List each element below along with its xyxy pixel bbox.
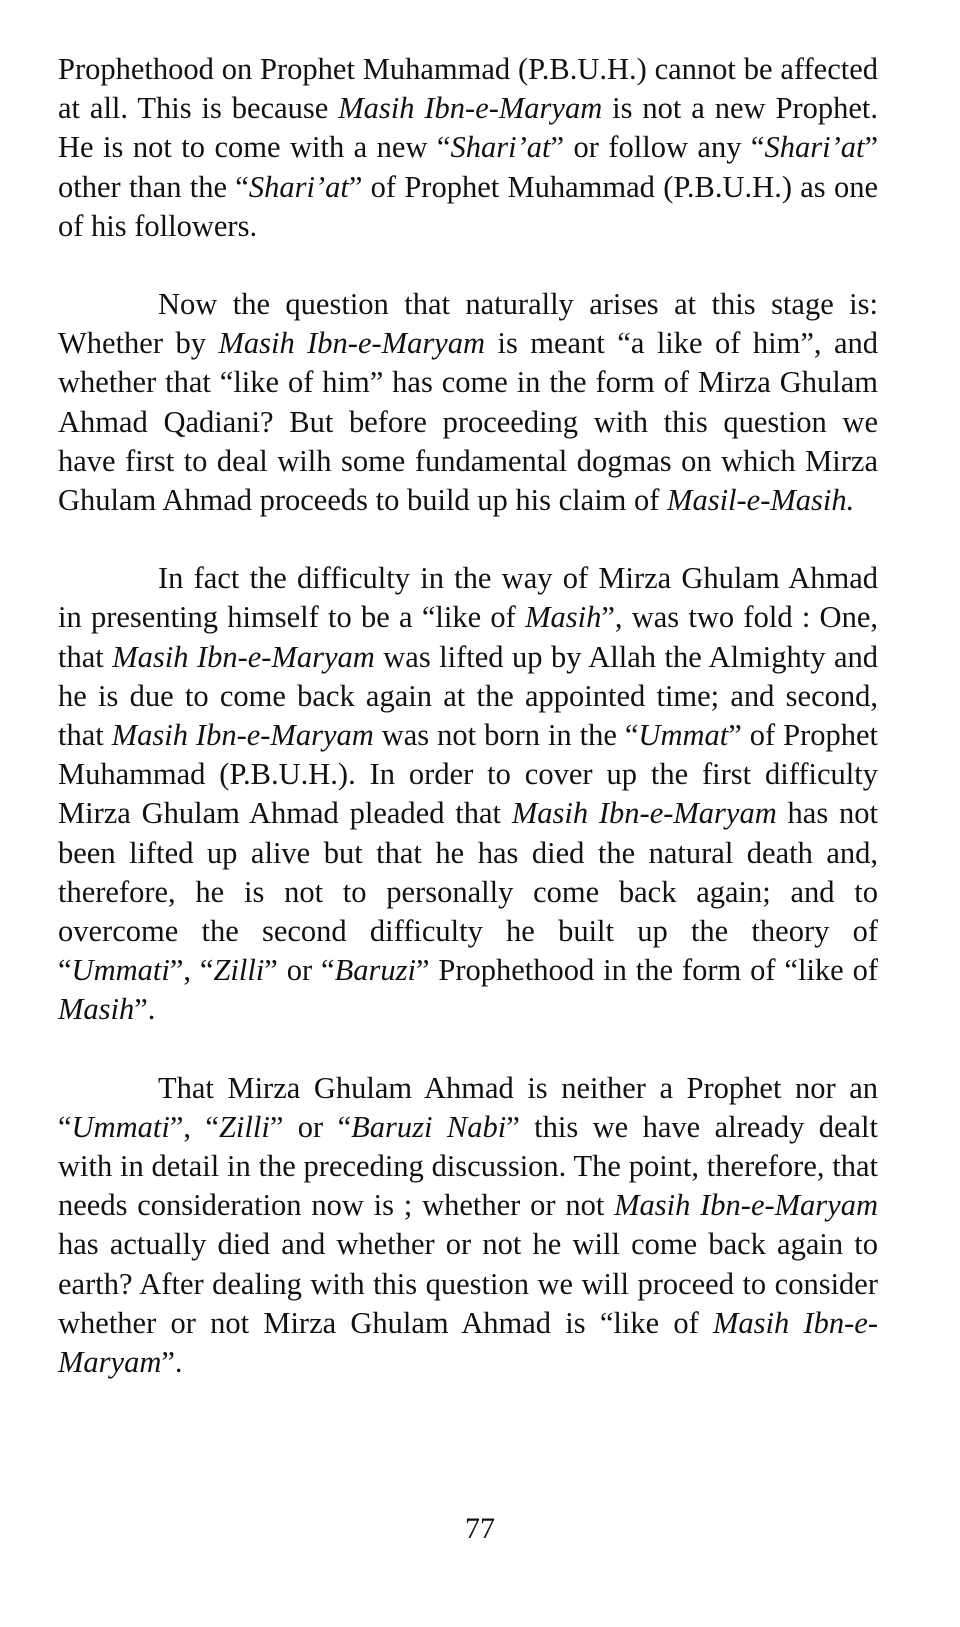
page-number: 77 [465,1512,495,1545]
text-run: ”. [161,1345,183,1380]
italic-term: Shari’at [764,130,865,165]
text-run: That Mirza Ghulam Ahmad is neither a Prophet nor an “ [58,1070,878,1144]
paragraph-4 [58,1069,878,1383]
text-run: ”. [134,992,156,1027]
text-run: ”, “ [169,953,214,988]
italic-term: Masih Ibn-e-Maryam [58,1305,878,1380]
paragraph-1 [58,50,878,246]
italic-term: Masih Ibn-e-Maryam [511,796,777,831]
text-run: ” Prophethood in the form of “like of [415,953,879,988]
text-run: was lifted up by Allah the Almighty and he is due to come back again at the appointed time; and second, that [58,639,878,753]
italic-term: Masih Ibn-e-Maryam [218,326,486,361]
italic-term: Ummati [71,1109,170,1144]
text-run: ”, was two fold : One, that [58,600,878,674]
italic-term: Masih Ibn-e-Maryam [614,1188,878,1223]
italic-term: Ummat [638,718,729,753]
text-run: ” of Prophet Muhammad (P.B.U.H.). In order to cover up the first difficulty Mirza Ghulam Ahmad pleaded that [58,718,878,831]
italic-term: Masih Ibn-e-Maryam [338,91,603,126]
italic-term: Masih [58,992,135,1027]
paragraph-3 [58,559,878,1029]
body-text [58,50,878,1382]
italic-term: Zilli [218,1109,270,1144]
text-run: was not born in the “ [373,718,639,753]
text-run: ” or “ [264,953,335,988]
paragraph-2 [58,285,878,520]
text-run: is not a new Prophet. He is not to come with a new “ [58,91,878,165]
text-run: In fact the difficulty in the way of Mirza Ghulam Ahmad in presenting himself to be a “like of [58,561,878,635]
text-run: ” or “ [269,1109,352,1144]
italic-term: Masih [525,600,602,635]
text-run: ” or follow any “ [550,130,765,165]
italic-term: Baruzi [334,953,416,988]
text-run: Prophethood on Prophet Muhammad (P.B.U.H.) cannot be affected at all. This is because [58,52,878,126]
text-run: Now the question that naturally arises at this stage is: Whether by [58,287,878,361]
italic-term: Masih Ibn-e-Maryam [112,639,375,674]
italic-term: Zilli [213,953,265,988]
italic-term: Shari’at [450,130,551,165]
italic-term: Ummati [71,953,170,988]
text-run: has not been lifted up alive but that he has died the natural death and, therefore, he is not to personally come back again; and to overcome the second difficulty he built up the theory of “ [58,796,879,988]
text-run: ” this we have already dealt with in detail in the preceding discussion. The point, therefore, that needs consideration now is ; whether or not [58,1109,879,1223]
text-run: is meant “a like of him”, and whether that “like of him” has come in the form of Mirza Ghulam Ahmad Qadiani? But before proceeding with this question we have first to deal wilh some fundamental dogmas on which Mirza Ghulam Ahmad proceeds to build up his claim of [58,326,879,518]
italic-term: Masih Ibn-e-Maryam [111,718,374,753]
text-run: has actually died and whether or not he will come back again to earth? After dealing with this question we will proceed to consider whether or not Mirza Ghulam Ahmad is “like of [58,1227,878,1340]
italic-term: Baruzi Nabi [351,1109,507,1144]
text-run: ” of Prophet Muhammad (P.B.U.H.) as one of his followers. [58,169,878,243]
text-run: ”, “ [169,1109,219,1144]
italic-term: Shari’at [248,169,349,204]
text-run: ” other than the “ [58,130,879,204]
italic-term: Masil-e-Masih. [667,483,855,518]
